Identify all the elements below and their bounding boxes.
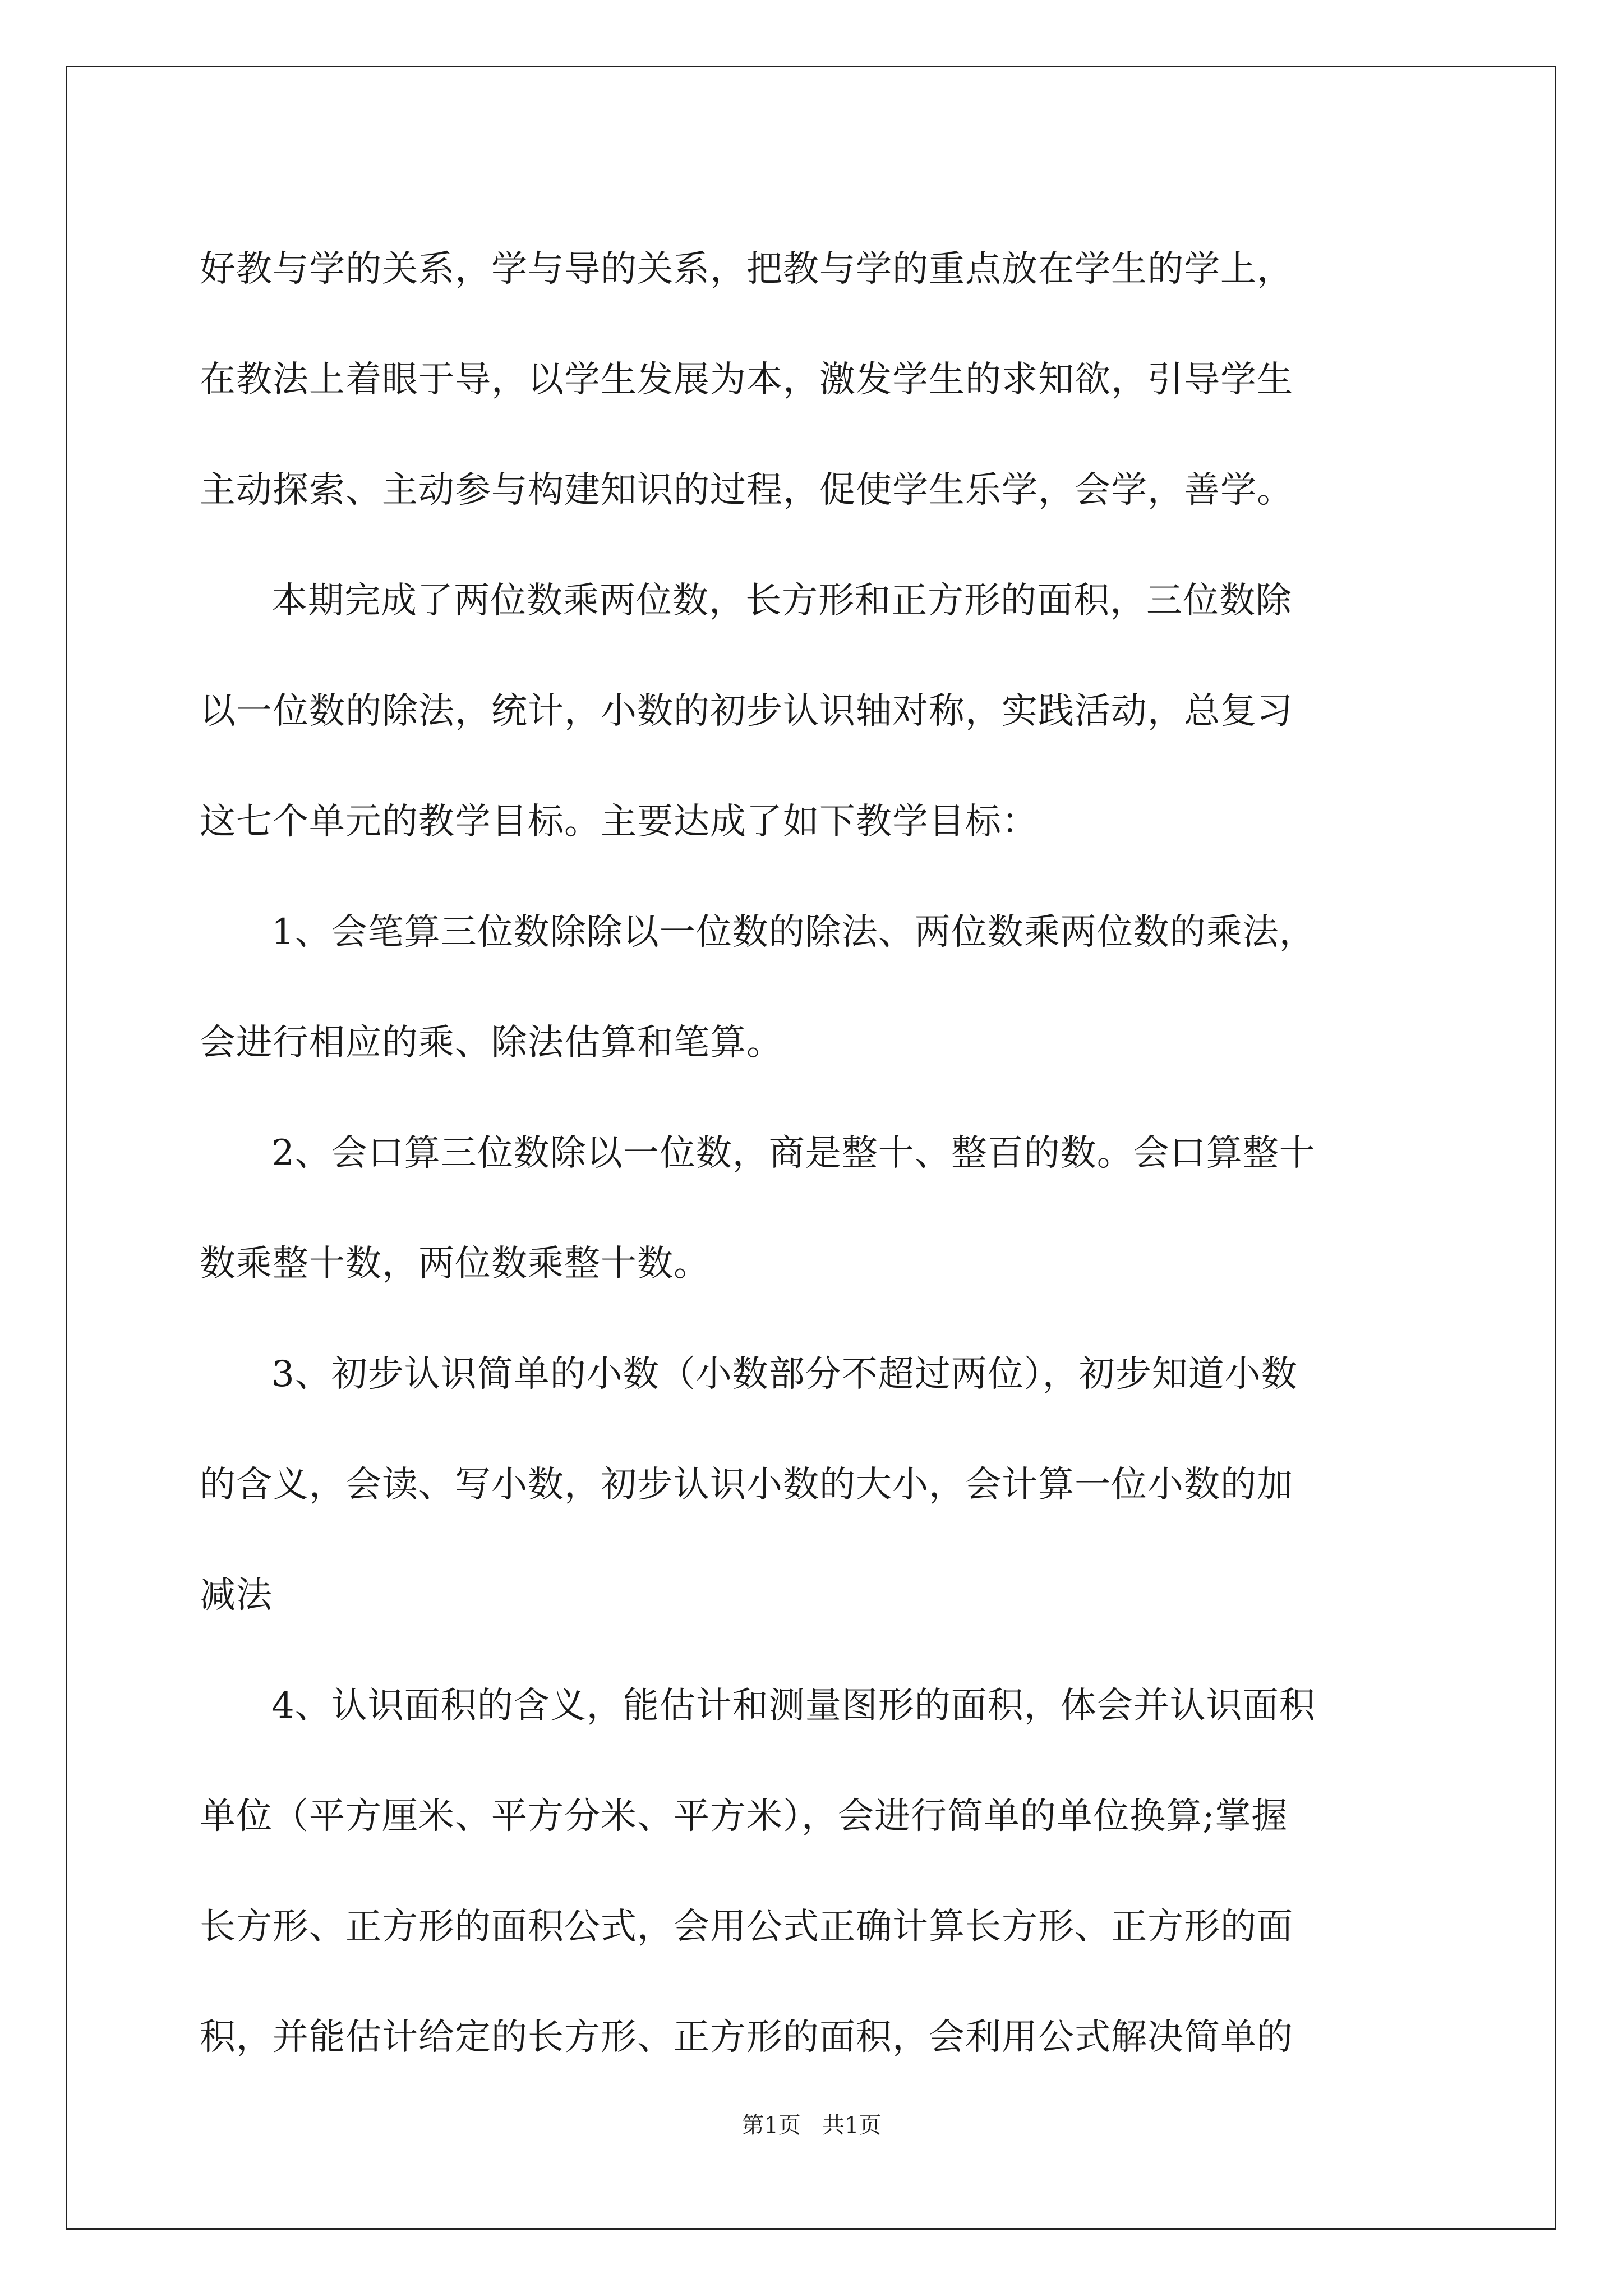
text-line: 积，并能估计给定的长方形、正方形的面积，会利用公式解决简单的 — [200, 2017, 1293, 2058]
page-footer: 第1页 共1页 — [741, 2113, 882, 2138]
text-line: 在教法上着眼于导，以学生发展为本，激发学生的求知欲，引导学生 — [200, 359, 1293, 401]
text-line: 减法 — [200, 1575, 273, 1616]
text-line: 这七个单元的教学目标。主要达成了如下教学目标： — [200, 801, 1038, 843]
document-body — [200, 214, 1456, 2093]
text-line: 以一位数的除法，统计，小数的初步认识轴对称，实践活动，总复习 — [200, 691, 1293, 732]
paragraph-6 — [200, 1651, 1456, 2093]
text-line: 4、认识面积的含义，能估计和测量图形的面积，体会并认识面积 — [271, 1685, 1316, 1727]
text-line: 好教与学的关系，学与导的关系，把教与学的重点放在学生的学上， — [200, 249, 1293, 290]
paragraph-5 — [200, 1319, 1456, 1651]
text-line: 1、会笔算三位数除除以一位数的除法、两位数乘两位数的乘法， — [271, 912, 1316, 953]
paragraph-2 — [200, 546, 1456, 877]
text-line: 会进行相应的乘、除法估算和笔算。 — [200, 1022, 783, 1064]
text-line: 3、初步认识简单的小数（小数部分不超过两位），初步知道小数 — [271, 1354, 1298, 1395]
paragraph-4 — [200, 1098, 1456, 1319]
text-line: 本期完成了两位数乘两位数，长方形和正方形的面积，三位数除 — [271, 580, 1292, 622]
text-line: 长方形、正方形的面积公式，会用公式正确计算长方形、正方形的面 — [200, 1906, 1293, 1948]
text-line: 单位（平方厘米、平方分米、平方米），会进行简单的单位换算;掌握 — [200, 1796, 1288, 1837]
text-line: 2、会口算三位数除以一位数，商是整十、整百的数。会口算整十 — [271, 1133, 1316, 1174]
text-line: 的含义，会读、写小数，初步认识小数的大小，会计算一位小数的加 — [200, 1464, 1293, 1506]
text-line: 主动探索、主动参与构建知识的过程，促使学生乐学，会学，善学。 — [200, 470, 1293, 511]
paragraph-1 — [200, 214, 1456, 546]
paragraph-3 — [200, 877, 1456, 1098]
text-line: 数乘整十数，两位数乘整十数。 — [200, 1243, 710, 1285]
